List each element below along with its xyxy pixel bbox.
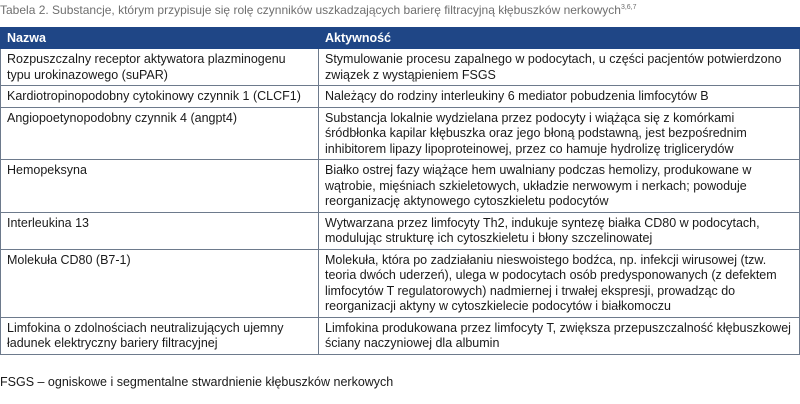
table-row — [1, 160, 800, 213]
header-name: Nazwa — [1, 28, 319, 49]
cell-name: Angiopoetynopodobny czynnik 4 (angpt4) — [1, 107, 319, 160]
cell-activity: Substancja lokalnie wydzielana przez podocyty i wiążąca się z komórkami śródbłonka kapilar kłębuszka oraz jego błoną podstawną, jest bezpośrednim inhibitorem lipazy lipoproteinowej, przez co hamuje hydrolizę triglicerydów — [319, 107, 800, 160]
cell-activity: Stymulowanie procesu zapalnego w podocytach, u części pacjentów potwierdzono związek z wystąpieniem FSGS — [319, 49, 800, 86]
table-row — [1, 212, 800, 249]
cell-activity: Należący do rodziny interleukiny 6 mediator pobudzenia limfocytów B — [319, 86, 800, 108]
table-row — [1, 107, 800, 160]
cell-name: Molekuła CD80 (B7-1) — [1, 249, 319, 317]
table-footnote: FSGS – ogniskowe i segmentalne stwardnienie kłębuszków nerkowych — [0, 375, 394, 389]
header-activity: Aktywność — [319, 28, 800, 49]
table-header-row — [1, 28, 800, 49]
table-row — [1, 249, 800, 317]
table-row — [1, 86, 800, 108]
cell-activity: Wytwarzana przez limfocyty Th2, indukuje syntezę białka CD80 w podocytach, modulując strukturę ich cytoszkieletu i błony szczelinowatej — [319, 212, 800, 249]
table-row — [1, 317, 800, 354]
cell-activity: Białko ostrej fazy wiążące hem uwalniany podczas hemolizy, produkowane w wątrobie, mięśniach szkieletowych, układzie nerwowym i nerkach; powoduje reorganizację aktynowego cytoszkieletu podocytów — [319, 160, 800, 213]
table-row — [1, 49, 800, 86]
table-caption — [0, 3, 800, 17]
cell-name: Kardiotropinopodobny cytokinowy czynnik 1 (CLCF1) — [1, 86, 319, 108]
substances-table — [0, 27, 800, 355]
cell-name: Hemopeksyna — [1, 160, 319, 213]
cell-name: Interleukina 13 — [1, 212, 319, 249]
cell-activity: Molekuła, która po zadziałaniu nieswoistego bodźca, np. infekcji wirusowej (tzw. teoria dwóch uderzeń), ulega w podocytach osób predysponowanych (z defektem limfocytów T regulatorowych) nadmiernej i trwałej ekspresji, prowadząc do reorganizacji aktyny w cytoszkielecie podocytów i białkomoczu — [319, 249, 800, 317]
caption-text: Tabela 2. Substancje, którym przypisuje się rolę czynników uszkadzających barierę filtracyjną kłębuszków nerkowych — [0, 3, 621, 17]
cell-name: Rozpuszczalny receptor aktywatora plazminogenu typu urokinazowego (suPAR) — [1, 49, 319, 86]
cell-activity: Limfokina produkowana przez limfocyty T, zwiększa przepuszczalność kłębuszkowej ściany naczyniowej dla albumin — [319, 317, 800, 354]
caption-references: 3,6,7 — [620, 4, 637, 11]
cell-name: Limfokina o zdolnościach neutralizujących ujemny ładunek elektryczny bariery filtracyjnej — [1, 317, 319, 354]
